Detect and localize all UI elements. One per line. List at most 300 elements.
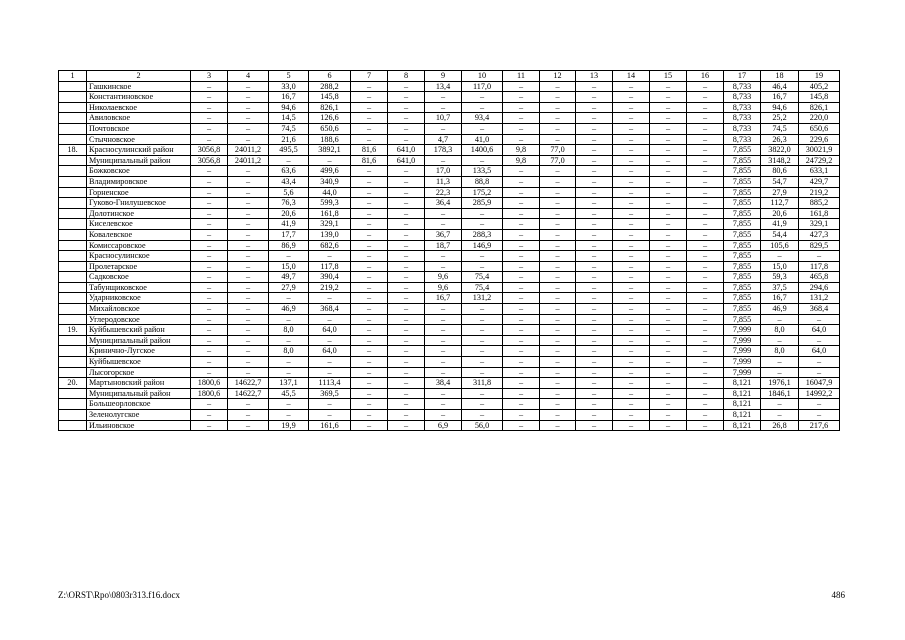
row-number	[59, 304, 87, 315]
table-cell: –	[503, 81, 540, 92]
row-number	[59, 166, 87, 177]
territory-name: Кринично-Лугское	[87, 346, 191, 357]
row-number: 18.	[59, 145, 87, 156]
table-cell: –	[228, 113, 269, 124]
table-cell: –	[462, 123, 503, 134]
table-cell: –	[228, 293, 269, 304]
table-row	[59, 282, 840, 293]
row-number	[59, 357, 87, 368]
table-cell: –	[388, 229, 425, 240]
table-cell: –	[576, 420, 613, 431]
column-number: 6	[309, 71, 351, 82]
table-cell: –	[351, 219, 388, 230]
table-cell: –	[761, 357, 799, 368]
table-cell: –	[351, 229, 388, 240]
table-cell: –	[687, 240, 724, 251]
table-cell: –	[309, 367, 351, 378]
row-number	[59, 272, 87, 283]
column-number: 16	[687, 71, 724, 82]
territory-name: Пролетарское	[87, 261, 191, 272]
table-cell: –	[269, 314, 309, 325]
table-cell: –	[462, 314, 503, 325]
row-number	[59, 134, 87, 145]
table-cell: 7,855	[724, 272, 761, 283]
column-number: 4	[228, 71, 269, 82]
table-cell: –	[228, 208, 269, 219]
table-cell: 27,9	[269, 282, 309, 293]
table-cell: 75,4	[462, 282, 503, 293]
territory-name: Владимировское	[87, 176, 191, 187]
territory-name: Муниципальный район	[87, 155, 191, 166]
table-cell: –	[388, 92, 425, 103]
table-cell: 1800,6	[191, 378, 228, 389]
table-cell: 45,5	[269, 388, 309, 399]
table-cell: 7,855	[724, 314, 761, 325]
table-cell: –	[191, 410, 228, 421]
table-cell: –	[576, 176, 613, 187]
table-cell: –	[650, 81, 687, 92]
table-cell: –	[576, 346, 613, 357]
table-cell: –	[687, 357, 724, 368]
table-cell: –	[540, 314, 576, 325]
table-cell: 390,4	[309, 272, 351, 283]
table-cell: 16,7	[761, 92, 799, 103]
table-cell: 145,8	[799, 92, 840, 103]
table-cell: 161,6	[309, 420, 351, 431]
territory-name: Почтовское	[87, 123, 191, 134]
table-cell: 93,4	[462, 113, 503, 124]
table-cell: 41,9	[269, 219, 309, 230]
table-cell: 8,733	[724, 113, 761, 124]
table-row	[59, 208, 840, 219]
table-cell: –	[425, 399, 462, 410]
table-row	[59, 134, 840, 145]
row-number	[59, 102, 87, 113]
table-cell: –	[613, 410, 650, 421]
table-cell: –	[540, 208, 576, 219]
column-number: 5	[269, 71, 309, 82]
table-cell: –	[761, 251, 799, 262]
table-cell: –	[613, 113, 650, 124]
table-cell: –	[351, 92, 388, 103]
table-cell: –	[503, 346, 540, 357]
table-cell: –	[799, 410, 840, 421]
table-cell: –	[462, 219, 503, 230]
table-cell: 7,999	[724, 357, 761, 368]
table-cell: 7,855	[724, 304, 761, 315]
table-cell: –	[761, 410, 799, 421]
table-cell: –	[613, 81, 650, 92]
table-cell: –	[503, 134, 540, 145]
table-cell: 16,7	[761, 293, 799, 304]
table-cell: 36,4	[425, 198, 462, 209]
table-cell: –	[191, 92, 228, 103]
table-cell: 9,8	[503, 145, 540, 156]
table-cell: –	[191, 282, 228, 293]
table-cell: –	[228, 240, 269, 251]
table-cell: 63,6	[269, 166, 309, 177]
table-cell: –	[613, 92, 650, 103]
table-cell: –	[269, 399, 309, 410]
table-row	[59, 92, 840, 103]
table-cell: –	[613, 229, 650, 240]
table-cell: –	[462, 410, 503, 421]
table-cell: 17,7	[269, 229, 309, 240]
table-cell: 126,6	[309, 113, 351, 124]
table-row	[59, 166, 840, 177]
column-number: 18	[761, 71, 799, 82]
table-cell: –	[462, 346, 503, 357]
column-number-row	[59, 71, 840, 82]
table-cell: 81,6	[351, 145, 388, 156]
table-cell: 21,6	[269, 134, 309, 145]
territory-name: Куйбышевское	[87, 357, 191, 368]
table-cell: –	[425, 367, 462, 378]
table-cell: –	[576, 145, 613, 156]
table-cell: –	[228, 261, 269, 272]
table-cell: –	[228, 187, 269, 198]
table-row	[59, 251, 840, 262]
table-cell: –	[687, 208, 724, 219]
row-number	[59, 219, 87, 230]
table-cell: 369,5	[309, 388, 351, 399]
table-cell: –	[576, 410, 613, 421]
table-cell: 7,855	[724, 208, 761, 219]
table-cell: 885,2	[799, 198, 840, 209]
table-cell: –	[613, 166, 650, 177]
table-cell: –	[462, 304, 503, 315]
table-cell: 59,3	[761, 272, 799, 283]
table-cell: –	[761, 367, 799, 378]
territory-name: Муниципальный район	[87, 335, 191, 346]
table-cell: –	[650, 420, 687, 431]
table-cell: –	[228, 367, 269, 378]
table-cell: –	[540, 388, 576, 399]
table-cell: 3892,1	[309, 145, 351, 156]
table-row	[59, 388, 840, 399]
table-cell: –	[503, 240, 540, 251]
row-number	[59, 81, 87, 92]
table-cell: –	[351, 240, 388, 251]
table-cell: –	[503, 208, 540, 219]
table-cell: 76,3	[269, 198, 309, 209]
table-cell: –	[388, 293, 425, 304]
table-cell: –	[650, 251, 687, 262]
table-row	[59, 420, 840, 431]
table-cell: –	[228, 123, 269, 134]
table-cell: –	[388, 219, 425, 230]
row-number	[59, 176, 87, 187]
column-number: 13	[576, 71, 613, 82]
table-row	[59, 346, 840, 357]
table-cell: –	[425, 261, 462, 272]
table-cell: 329,1	[309, 219, 351, 230]
table-cell: 288,3	[462, 229, 503, 240]
table-cell: –	[269, 367, 309, 378]
table-cell: 7,999	[724, 367, 761, 378]
table-row	[59, 155, 840, 166]
table-cell: –	[613, 208, 650, 219]
table-cell: –	[388, 113, 425, 124]
row-number	[59, 240, 87, 251]
table-cell: 16,7	[425, 293, 462, 304]
table-cell: –	[228, 219, 269, 230]
table-cell: 1846,1	[761, 388, 799, 399]
table-cell: 88,8	[462, 176, 503, 187]
territory-name: Углеродовское	[87, 314, 191, 325]
table-cell: 38,4	[425, 378, 462, 389]
table-cell: –	[388, 304, 425, 315]
row-number	[59, 420, 87, 431]
table-cell: 7,999	[724, 325, 761, 336]
table-cell: –	[650, 219, 687, 230]
table-cell: 30021,9	[799, 145, 840, 156]
table-cell: –	[351, 187, 388, 198]
table-cell: 20,6	[761, 208, 799, 219]
table-cell: –	[228, 272, 269, 283]
table-cell: –	[191, 229, 228, 240]
table-cell: 682,6	[309, 240, 351, 251]
row-number	[59, 198, 87, 209]
table-cell: 46,9	[761, 304, 799, 315]
table-cell: –	[613, 357, 650, 368]
table-cell: 368,4	[309, 304, 351, 315]
table-cell: –	[351, 198, 388, 209]
table-cell: 18,7	[425, 240, 462, 251]
table-cell: 650,6	[309, 123, 351, 134]
table-cell: 54,7	[761, 176, 799, 187]
table-cell: –	[503, 304, 540, 315]
table-cell: –	[425, 208, 462, 219]
column-number: 7	[351, 71, 388, 82]
table-cell: –	[540, 176, 576, 187]
table-cell: –	[540, 240, 576, 251]
territory-name: Михайловское	[87, 304, 191, 315]
table-cell: –	[613, 251, 650, 262]
table-cell: –	[351, 335, 388, 346]
table-cell: 499,6	[309, 166, 351, 177]
table-cell: –	[191, 81, 228, 92]
table-cell: –	[191, 134, 228, 145]
table-cell: –	[576, 240, 613, 251]
table-cell: –	[613, 282, 650, 293]
table-cell: –	[576, 335, 613, 346]
table-row	[59, 102, 840, 113]
table-cell: –	[576, 198, 613, 209]
table-cell: –	[687, 346, 724, 357]
table-cell: –	[388, 399, 425, 410]
table-cell: –	[425, 357, 462, 368]
table-row	[59, 410, 840, 421]
table-cell: 145,8	[309, 92, 351, 103]
table-cell: 1976,1	[761, 378, 799, 389]
table-cell: 3148,2	[761, 155, 799, 166]
table-cell: –	[687, 92, 724, 103]
row-number	[59, 388, 87, 399]
row-number	[59, 113, 87, 124]
table-cell: 117,8	[309, 261, 351, 272]
table-cell: –	[576, 102, 613, 113]
table-cell: –	[540, 272, 576, 283]
table-cell: –	[309, 335, 351, 346]
row-number	[59, 335, 87, 346]
table-cell: –	[228, 282, 269, 293]
table-cell: –	[388, 335, 425, 346]
table-cell: –	[503, 176, 540, 187]
table-cell: –	[687, 134, 724, 145]
table-cell: 429,7	[799, 176, 840, 187]
table-cell: –	[613, 102, 650, 113]
table-cell: –	[687, 367, 724, 378]
table-cell: 288,2	[309, 81, 351, 92]
table-cell: 112,7	[761, 198, 799, 209]
table-cell: –	[191, 304, 228, 315]
table-cell: –	[351, 123, 388, 134]
table-cell: 117,0	[462, 81, 503, 92]
table-cell: –	[650, 304, 687, 315]
table-cell: 33,0	[269, 81, 309, 92]
table-cell: 8,0	[761, 346, 799, 357]
table-cell: 217,6	[799, 420, 840, 431]
table-cell: –	[388, 367, 425, 378]
table-cell: –	[576, 166, 613, 177]
table-cell: –	[351, 81, 388, 92]
table-cell: –	[650, 102, 687, 113]
table-row	[59, 229, 840, 240]
table-row	[59, 357, 840, 368]
table-cell: –	[540, 335, 576, 346]
table-cell: 46,9	[269, 304, 309, 315]
table-cell: –	[650, 176, 687, 187]
table-cell: –	[191, 346, 228, 357]
table-cell: 8,0	[761, 325, 799, 336]
table-cell: –	[540, 229, 576, 240]
table-cell: –	[351, 166, 388, 177]
table-cell: 37,5	[761, 282, 799, 293]
table-cell: –	[425, 219, 462, 230]
table-cell: –	[351, 282, 388, 293]
table-cell: 178,3	[425, 145, 462, 156]
table-cell: 3822,0	[761, 145, 799, 156]
table-cell: –	[650, 166, 687, 177]
table-cell: 24011,2	[228, 145, 269, 156]
table-cell: –	[388, 314, 425, 325]
table-row	[59, 198, 840, 209]
table-cell: 36,7	[425, 229, 462, 240]
table-cell: –	[687, 420, 724, 431]
table-cell: –	[425, 304, 462, 315]
table-cell: –	[503, 367, 540, 378]
table-cell: –	[462, 208, 503, 219]
table-cell: –	[650, 123, 687, 134]
table-cell: 599,3	[309, 198, 351, 209]
table-cell: –	[540, 420, 576, 431]
table-cell: –	[799, 367, 840, 378]
table-cell: –	[540, 367, 576, 378]
table-cell: –	[462, 92, 503, 103]
table-cell: –	[613, 123, 650, 134]
table-cell: –	[576, 208, 613, 219]
territory-name: Муниципальный район	[87, 388, 191, 399]
column-number: 17	[724, 71, 761, 82]
table-cell: –	[425, 410, 462, 421]
table-cell: –	[228, 102, 269, 113]
table-cell: –	[687, 314, 724, 325]
table-cell: –	[191, 240, 228, 251]
table-cell: 7,855	[724, 187, 761, 198]
table-cell: –	[425, 335, 462, 346]
table-cell: 294,6	[799, 282, 840, 293]
table-cell: –	[309, 357, 351, 368]
territory-name: Ковалевское	[87, 229, 191, 240]
table-cell: 41,0	[462, 134, 503, 145]
table-cell: –	[503, 187, 540, 198]
table-row	[59, 293, 840, 304]
column-number: 15	[650, 71, 687, 82]
table-cell: –	[576, 399, 613, 410]
table-cell: 826,1	[799, 102, 840, 113]
table-cell: 8,121	[724, 388, 761, 399]
table-cell: 220,0	[799, 113, 840, 124]
table-cell: –	[650, 134, 687, 145]
table-cell: –	[687, 81, 724, 92]
table-cell: –	[613, 388, 650, 399]
table-cell: –	[799, 335, 840, 346]
table-cell: –	[650, 378, 687, 389]
table-cell: –	[462, 155, 503, 166]
table-cell: –	[191, 251, 228, 262]
table-cell: –	[503, 378, 540, 389]
table-cell: 49,7	[269, 272, 309, 283]
table-cell: –	[191, 123, 228, 134]
row-number	[59, 367, 87, 378]
table-cell: –	[191, 261, 228, 272]
territory-name: Большеорловское	[87, 399, 191, 410]
table-cell: –	[191, 176, 228, 187]
table-cell: –	[503, 219, 540, 230]
table-cell: 5,6	[269, 187, 309, 198]
table-cell: 7,855	[724, 261, 761, 272]
table-cell: –	[388, 251, 425, 262]
table-cell: –	[228, 420, 269, 431]
table-cell: –	[650, 208, 687, 219]
table-cell: 54,4	[761, 229, 799, 240]
table-cell: 20,6	[269, 208, 309, 219]
table-cell: –	[462, 102, 503, 113]
table-cell: 22,3	[425, 187, 462, 198]
table-cell: –	[351, 367, 388, 378]
table-cell: –	[191, 293, 228, 304]
table-cell: –	[687, 272, 724, 283]
table-cell: 4,7	[425, 134, 462, 145]
table-cell: –	[425, 92, 462, 103]
table-cell: –	[351, 399, 388, 410]
table-cell: 14,5	[269, 113, 309, 124]
table-cell: –	[351, 208, 388, 219]
table-cell: 7,855	[724, 145, 761, 156]
territory-name: Куйбышевский район	[87, 325, 191, 336]
table-cell: –	[503, 102, 540, 113]
table-cell: –	[540, 325, 576, 336]
column-number: 3	[191, 71, 228, 82]
table-cell: –	[351, 378, 388, 389]
row-number	[59, 314, 87, 325]
table-cell: –	[613, 420, 650, 431]
table-cell: 1113,4	[309, 378, 351, 389]
table-cell: –	[613, 134, 650, 145]
row-number	[59, 123, 87, 134]
table-cell: 131,2	[799, 293, 840, 304]
